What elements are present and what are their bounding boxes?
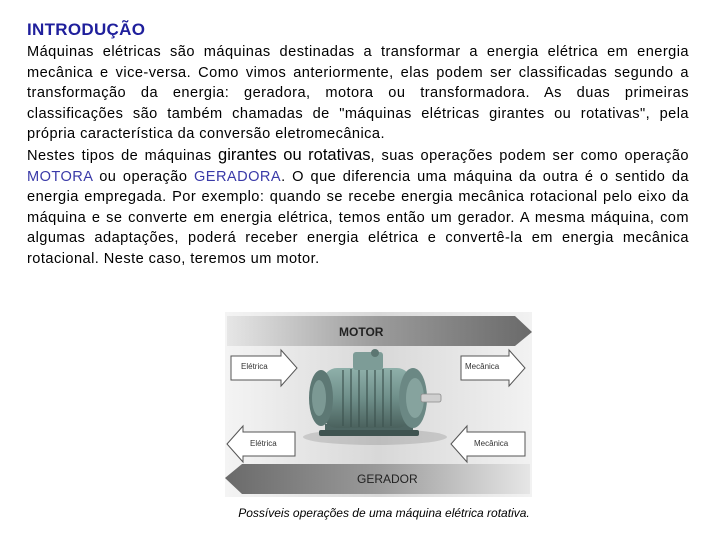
gerador-label: GERADOR	[357, 472, 418, 486]
paragraph-1: Máquinas elétricas são máquinas destinadas a transformar a energia elétrica em energia mecânica e vice-versa. Como vimos anteriormente, elas podem ser classificadas segundo a transformação da energia: geradora, motora ou transformadora. As duas primeiras classificações são também chamadas de "máquinas elétricas girantes ou rotativas", pela própria característica da conversão eletromecânica.	[27, 44, 689, 143]
paragraph-2-part-3: ou operação	[92, 168, 194, 185]
eletrica-label-bottom: Elétrica	[250, 439, 277, 448]
figure-caption: Possíveis operações de uma máquina elétrica rotativa.	[238, 506, 530, 520]
electric-motor-illustration	[303, 349, 447, 445]
figure-graphic	[225, 312, 532, 497]
paragraph-2-part-4: . O que diferencia uma máquina da outra é o sentido da energia empregada. Por exemplo: quando se recebe energia mecânica rotacional pelo eixo da máquina e se converte em energia elétrica, temos então um gerador. A mesma máquina, com algumas adaptações, poderá receber energia elétrica e convertê-la em energia mecânica rotacional. Neste caso, teremos um motor.	[27, 168, 689, 267]
eletrica-label-top: Elétrica	[241, 362, 268, 371]
mecanica-label-bottom: Mecânica	[474, 439, 509, 448]
page-title: INTRODUÇÃO	[27, 20, 146, 39]
paragraph-2-part-2: , suas operações podem ser como operação	[370, 147, 689, 164]
emphasis-rotating: girantes ou rotativas	[218, 145, 371, 164]
mecanica-label-top: Mecânica	[465, 362, 500, 371]
body-text	[27, 42, 689, 270]
geradora-highlight: GERADORA	[193, 168, 282, 185]
motora-highlight: MOTORA	[27, 168, 93, 185]
motor-label: MOTOR	[339, 325, 384, 339]
paragraph-2	[27, 145, 689, 270]
motor-generator-figure	[225, 312, 532, 497]
paragraph-2-part-1: Nestes tipos de máquinas	[27, 147, 219, 164]
